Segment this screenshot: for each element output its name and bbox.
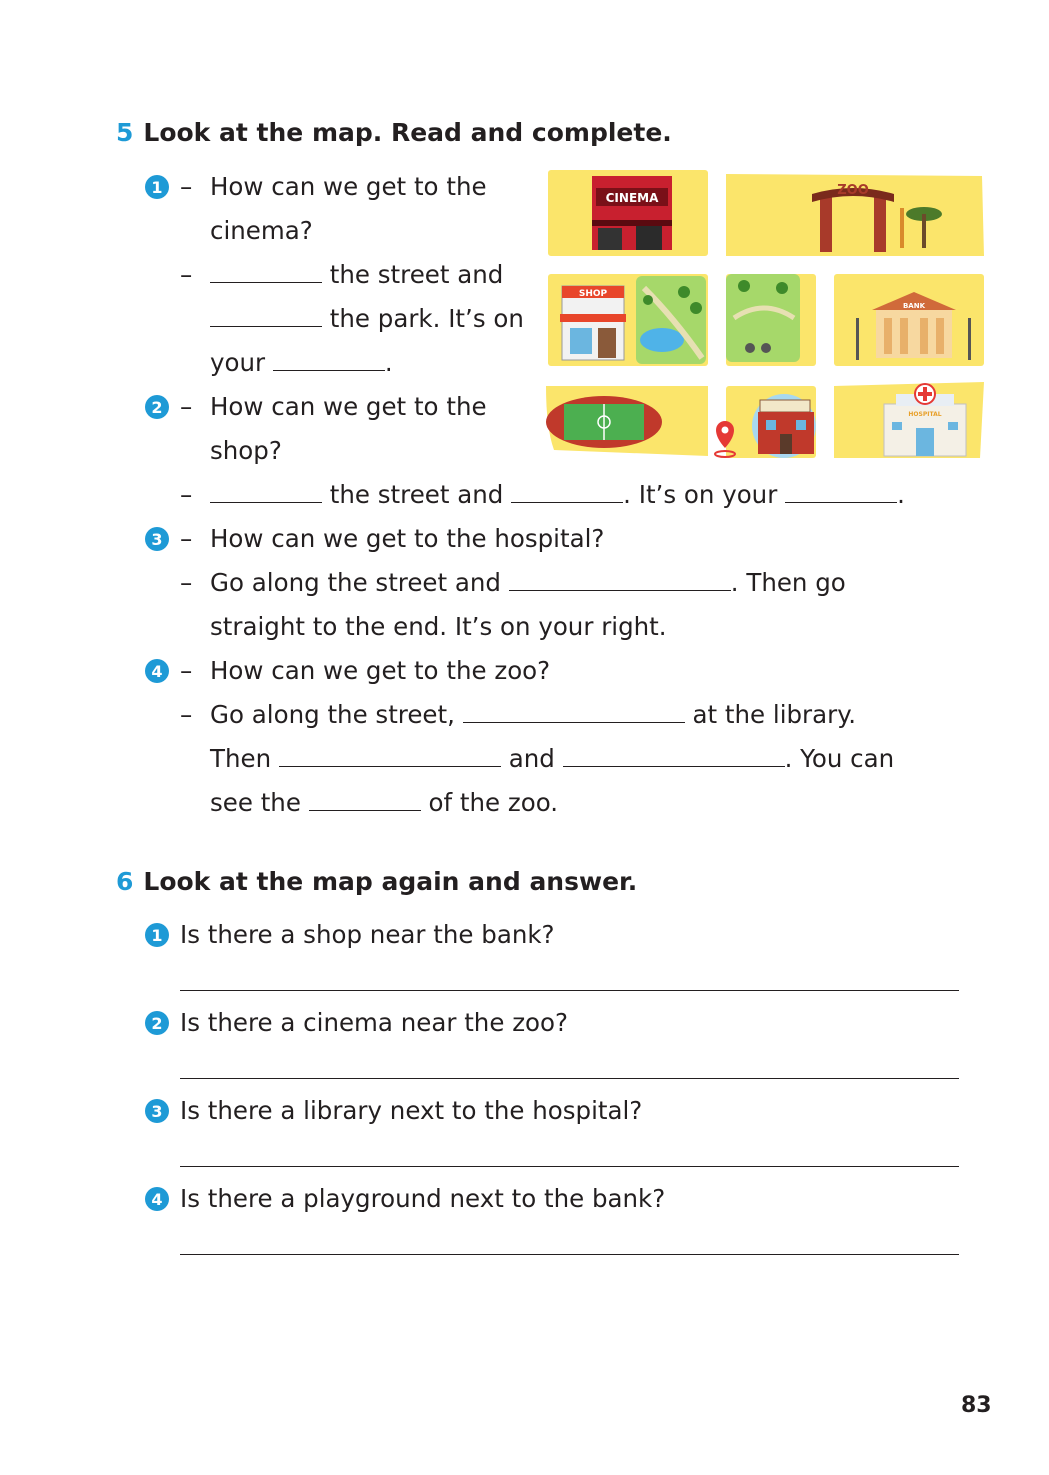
answer-line (210, 480, 905, 510)
playground (726, 274, 800, 362)
question-number-badge: 2 (145, 1011, 169, 1035)
answer-line (210, 788, 558, 818)
answer-text: . You can (784, 744, 895, 773)
blank[interactable] (463, 700, 685, 723)
answer-text: of the zoo. (428, 788, 559, 817)
library-building (752, 394, 816, 458)
answer-line (210, 260, 503, 290)
question-number-badge: 4 (145, 1187, 169, 1211)
town-map (544, 168, 986, 462)
blank[interactable] (309, 788, 421, 811)
answer-text: . It’s on your (623, 480, 778, 509)
answer-text: at the library. (692, 700, 857, 729)
stadium (546, 396, 662, 448)
shop-building (560, 286, 626, 360)
answer-text: the street and (329, 480, 504, 509)
question-text: Is there a library next to the hospital? (180, 1096, 643, 1125)
question-text: Is there a shop near the bank? (180, 920, 555, 949)
blank[interactable] (279, 744, 501, 767)
blank[interactable] (210, 304, 322, 327)
question-text: How can we get to the zoo? (210, 656, 551, 685)
answer-text: Go along the street, (210, 700, 455, 729)
answer-text: see the (210, 788, 301, 817)
answer-text: your (210, 348, 266, 377)
question-number-badge: 1 (145, 175, 169, 199)
answer-text: the street and (329, 260, 504, 289)
bank-sign: BANK (902, 302, 926, 310)
park (636, 276, 706, 364)
answer-line (210, 348, 393, 378)
answer-text: straight to the end. It’s on your right. (210, 612, 667, 641)
answer-line (210, 568, 846, 598)
dash: – (180, 524, 193, 553)
answer-line (210, 304, 524, 334)
answer-line[interactable] (180, 1078, 959, 1079)
blank[interactable] (210, 480, 322, 503)
blank[interactable] (785, 480, 897, 503)
blank[interactable] (273, 348, 385, 371)
exercise-6-title (116, 867, 637, 896)
zoo-sign: ZOO (837, 183, 869, 198)
answer-line (210, 744, 894, 774)
blank[interactable] (210, 260, 322, 283)
question-text: Is there a playground next to the bank? (180, 1184, 666, 1213)
hospital-building (884, 384, 966, 456)
question-number-badge: 3 (145, 527, 169, 551)
answer-line[interactable] (180, 1254, 959, 1255)
exercise-5-title (116, 118, 672, 147)
answer-text: Then (210, 744, 272, 773)
dash: – (180, 700, 193, 729)
question-number-badge: 3 (145, 1099, 169, 1123)
dash: – (180, 260, 193, 289)
answer-line[interactable] (180, 990, 959, 991)
question-text: cinema? (210, 216, 313, 245)
dash: – (180, 568, 193, 597)
dash: – (180, 480, 193, 509)
dash: – (180, 392, 193, 421)
answer-text: and (508, 744, 555, 773)
question-number-badge: 2 (145, 395, 169, 419)
exercise-number: 6 (116, 867, 134, 896)
question-text: How can we get to the (210, 392, 487, 421)
answer-text: . Then go (730, 568, 846, 597)
answer-line (210, 700, 856, 730)
question-text: Is there a cinema near the zoo? (180, 1008, 569, 1037)
cinema-building (592, 176, 672, 250)
blank[interactable] (563, 744, 785, 767)
shop-sign: SHOP (578, 289, 608, 299)
answer-text: the park. It’s on (329, 304, 524, 333)
answer-text: . (384, 348, 393, 377)
page-number: 83 (961, 1393, 992, 1418)
dash: – (180, 656, 193, 685)
question-text: How can we get to the hospital? (210, 524, 605, 553)
cinema-sign: CINEMA (605, 191, 659, 205)
question-text: How can we get to the (210, 172, 487, 201)
answer-text: Go along the street and (210, 568, 501, 597)
answer-line[interactable] (180, 1166, 959, 1167)
exercise-number: 5 (116, 118, 134, 147)
dash: – (180, 172, 193, 201)
exercise-instruction: Look at the map again and answer. (143, 867, 638, 896)
question-number-badge: 1 (145, 923, 169, 947)
answer-text: . (897, 480, 905, 509)
exercise-instruction: Look at the map. Read and complete. (143, 118, 672, 147)
blank[interactable] (509, 568, 731, 591)
question-number-badge: 4 (145, 659, 169, 683)
question-text: shop? (210, 436, 282, 465)
hospital-sign: HOSPITAL (908, 411, 942, 418)
blank[interactable] (511, 480, 623, 503)
